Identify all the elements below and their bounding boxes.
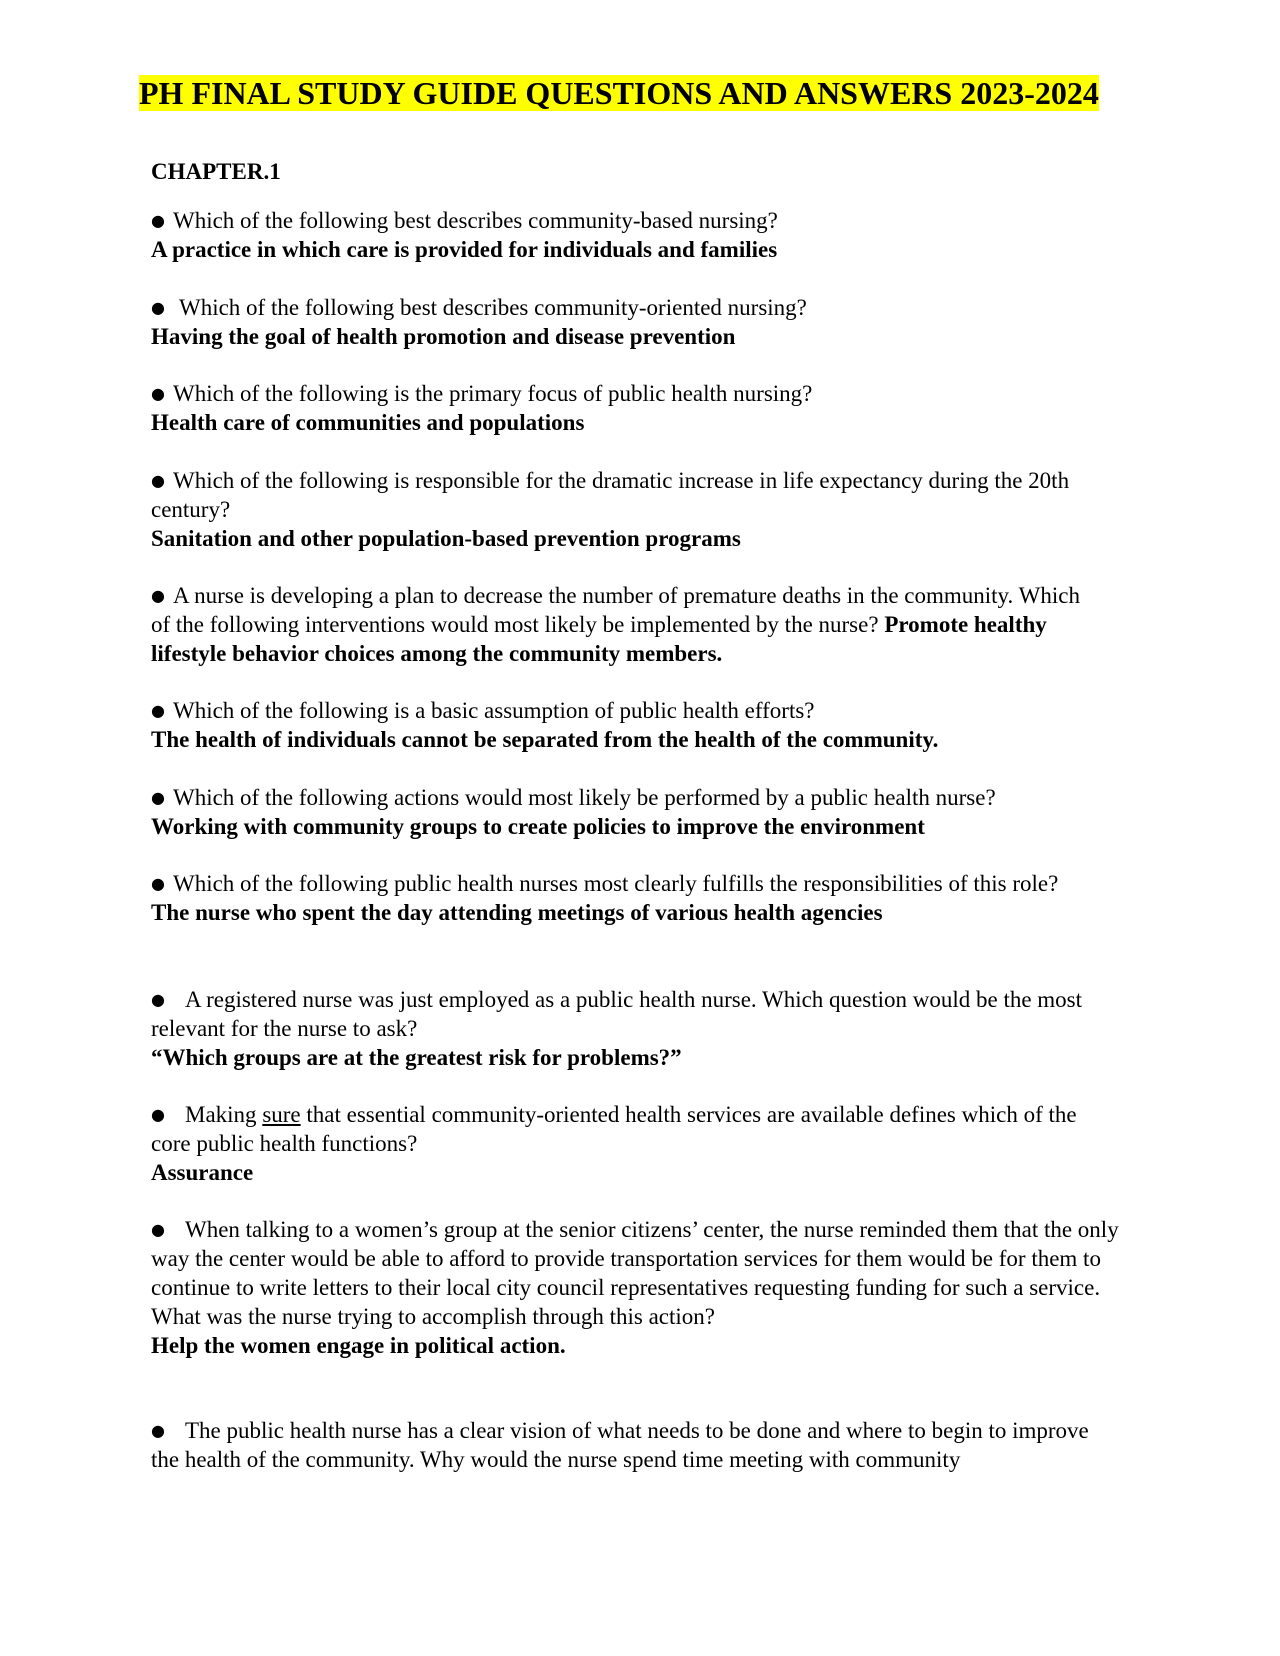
bullet-icon: ●: [151, 990, 165, 1009]
question-10: ● Making sure that essential community-oriented health services are available defines which of the core public health functions?: [151, 1102, 1077, 1156]
answer-4: Sanitation and other population-based prevention programs: [151, 526, 741, 551]
qa-item-9: [151, 985, 1131, 1072]
answer-1: A practice in which care is provided for individuals and families: [151, 237, 778, 262]
title-highlight: PH FINAL STUDY GUIDE QUESTIONS AND ANSWERS 2023-2024: [139, 75, 1099, 111]
bullet-icon: ●: [151, 788, 165, 807]
bullet-icon: ●: [151, 471, 165, 490]
question-2: ● Which of the following best describes community-oriented nursing?: [151, 295, 807, 320]
answer-2: Having the goal of health promotion and disease prevention: [151, 324, 736, 349]
answer-11: Help the women engage in political action.: [151, 1333, 566, 1358]
qa-item-3: [151, 379, 1131, 437]
qa-item-8: [151, 869, 1131, 927]
bullet-icon: ●: [151, 701, 165, 720]
bullet-icon: ●: [151, 586, 165, 605]
question-4: ● Which of the following is responsible for the dramatic increase in life expectancy during the 20th century?: [151, 468, 1070, 522]
question-11: ● When talking to a women’s group at the senior citizens’ center, the nurse reminded them that the only way the center would be able to afford to provide transportation services for them would be for them to continue to write letters to their local city council representatives requesting funding for such a service. What was the nurse trying to accomplish through this action?: [151, 1217, 1119, 1329]
qa-item-7: [151, 783, 1131, 841]
answer-8: The nurse who spent the day attending meetings of various health agencies: [151, 900, 883, 925]
question-5: ● A nurse is developing a plan to decrease the number of premature deaths in the community. Which of the following interventions would most likely be implemented by the nurse? Promote healthy lifestyle behavior choices among the community members.: [151, 583, 1080, 666]
answer-10: Assurance: [151, 1160, 254, 1185]
qa-item-6: [151, 696, 1131, 754]
qa-item-4: [151, 466, 1131, 553]
question-12: ● The public health nurse has a clear vision of what needs to be done and where to begin to improve the health of the community. Why would the nurse spend time meeting with community: [151, 1418, 1089, 1472]
question-1: ● Which of the following best describes community-based nursing?: [151, 208, 778, 233]
bullet-icon: ●: [151, 384, 165, 403]
bullet-icon: ●: [151, 298, 165, 317]
bullet-icon: ●: [151, 1421, 165, 1440]
answer-5: Promote healthy lifestyle behavior choices among the community members.: [151, 612, 1047, 666]
answer-6: The health of individuals cannot be separated from the health of the community.: [151, 727, 939, 752]
chapter-heading: CHAPTER.1: [151, 159, 281, 184]
question-3: ● Which of the following is the primary focus of public health nursing?: [151, 381, 813, 406]
answer-3: Health care of communities and populations: [151, 410, 585, 435]
qa-item-12: [151, 1416, 1131, 1474]
question-8: ● Which of the following public health nurses most clearly fulfills the responsibilities of this role?: [151, 871, 1059, 896]
bullet-icon: ●: [151, 874, 165, 893]
qa-item-5: [151, 581, 1091, 668]
qa-item-1: [151, 206, 1131, 264]
question-6: ● Which of the following is a basic assumption of public health efforts?: [151, 698, 815, 723]
answer-7: Working with community groups to create policies to improve the environment: [151, 814, 925, 839]
underlined-word: sure: [262, 1102, 301, 1127]
question-9: ● A registered nurse was just employed as a public health nurse. Which question would be the most relevant for the nurse to ask?: [151, 987, 1083, 1041]
bullet-icon: ●: [151, 211, 165, 230]
qa-item-10: [151, 1100, 1131, 1187]
question-7: ● Which of the following actions would most likely be performed by a public health nurse?: [151, 785, 996, 810]
qa-item-11: [151, 1215, 1131, 1360]
bullet-icon: ●: [151, 1105, 165, 1124]
document-title: [139, 74, 1099, 113]
qa-item-2: [151, 293, 1131, 351]
bullet-icon: ●: [151, 1220, 165, 1239]
answer-9: “Which groups are at the greatest risk for problems?”: [151, 1045, 682, 1070]
